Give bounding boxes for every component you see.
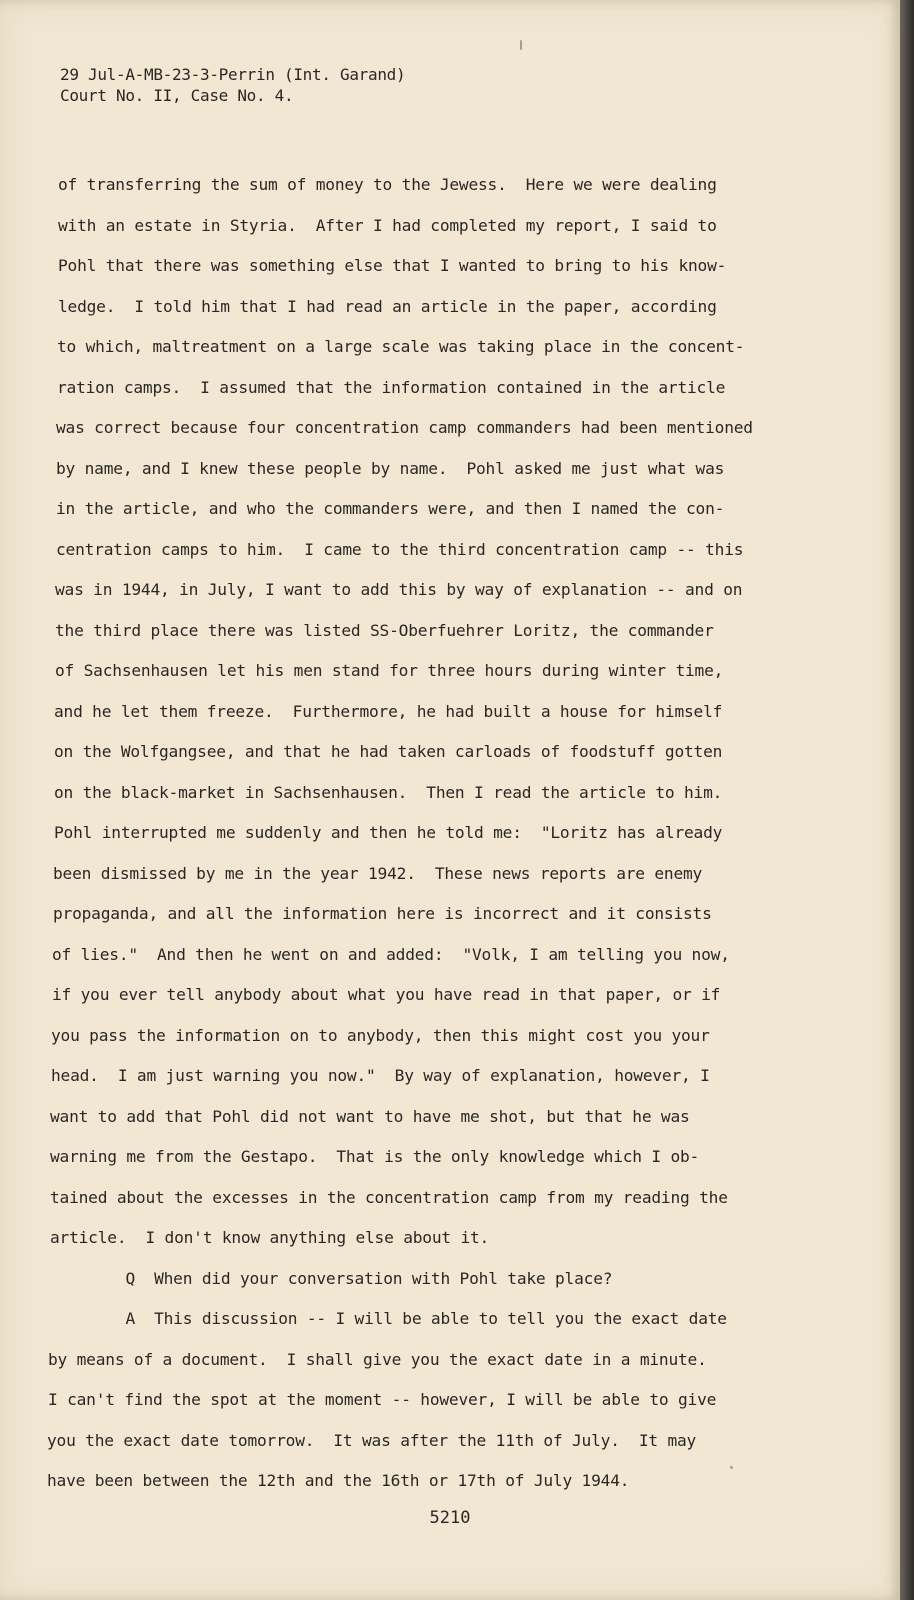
body-line: head. I am just warning you now." By way of explanation, however, I	[51, 1066, 710, 1085]
body-line: was correct because four concentration camp commanders had been mentioned	[56, 418, 753, 437]
body-line: you pass the information on to anybody, then this might cost you your	[51, 1025, 710, 1045]
body-line: propaganda, and all the information here is incorrect and it consists	[53, 904, 712, 923]
page-edge-shadow	[900, 0, 914, 1600]
body-line: in the article, and who the commanders were, and then I named the con-	[56, 499, 725, 518]
page-number: 5210	[429, 1508, 471, 1528]
body-line: tained about the excesses in the concentration camp from my reading the	[50, 1187, 728, 1207]
body-line: on the black-market in Sachsenhausen. Then I read the article to him.	[54, 782, 723, 802]
body-line: centration camps to him. I came to the third concentration camp -- this	[56, 539, 744, 559]
header-line-1: 29 Jul-A-MB-23-3-Perrin (Int. Garand)	[60, 65, 406, 84]
body-line: of transferring the sum of money to the Jewess. Here we were dealing	[58, 175, 717, 194]
body-line: of Sachsenhausen let his men stand for three hours during winter time,	[55, 661, 724, 680]
body-line: was in 1944, in July, I want to add this by way of explanation -- and on	[55, 580, 743, 599]
body-line: ledge. I told him that I had read an article in the paper, according	[58, 296, 717, 316]
body-line: by name, and I knew these people by name. Pohl asked me just what was	[56, 458, 725, 478]
body-line: Pohl interrupted me suddenly and then he told me: "Loritz has already	[54, 823, 723, 842]
body-line: want to add that Pohl did not want to have me shot, but that he was	[50, 1106, 690, 1126]
body-line: by means of a document. I shall give you the exact date in a minute.	[48, 1349, 707, 1369]
paper-speck	[520, 40, 522, 50]
paper-speck	[730, 1466, 733, 1469]
body-line: Pohl that there was something else that I wanted to bring to his know-	[58, 256, 727, 275]
body-line: on the Wolfgangsee, and that he had taken carloads of foodstuff gotten	[54, 742, 723, 761]
body-line: been dismissed by me in the year 1942. These news reports are enemy	[53, 863, 703, 883]
body-line: A This discussion -- I will be able to tell you the exact date	[30, 1309, 727, 1328]
body-line: if you ever tell anybody about what you have read in that paper, or if	[52, 985, 721, 1004]
body-line: and he let them freeze. Furthermore, he had built a house for himself	[54, 701, 723, 721]
body-line: you the exact date tomorrow. It was after the 11th of July. It may	[47, 1430, 697, 1450]
body-line: warning me from the Gestapo. That is the only knowledge which I ob-	[50, 1147, 700, 1166]
body-line: article. I don't know anything else about it.	[50, 1228, 490, 1247]
document-body	[30, 165, 820, 1502]
body-line: Q When did your conversation with Pohl take place?	[30, 1268, 613, 1288]
body-line: with an estate in Styria. After I had completed my report, I said to	[58, 215, 717, 235]
body-line: ration camps. I assumed that the information contained in the article	[57, 377, 726, 397]
body-line: to which, maltreatment on a large scale was taking place in the concent-	[57, 337, 745, 356]
body-line: have been between the 12th and the 16th or 17th of July 1944.	[47, 1471, 630, 1490]
body-line: the third place there was listed SS-Oberfuehrer Loritz, the commander	[55, 620, 714, 640]
header-line-2: Court No. II, Case No. 4.	[60, 86, 294, 105]
body-line: of lies." And then he went on and added: "Volk, I am telling you now,	[52, 944, 730, 964]
document-header	[60, 64, 405, 106]
body-line: I can't find the spot at the moment -- however, I will be able to give	[48, 1390, 717, 1409]
